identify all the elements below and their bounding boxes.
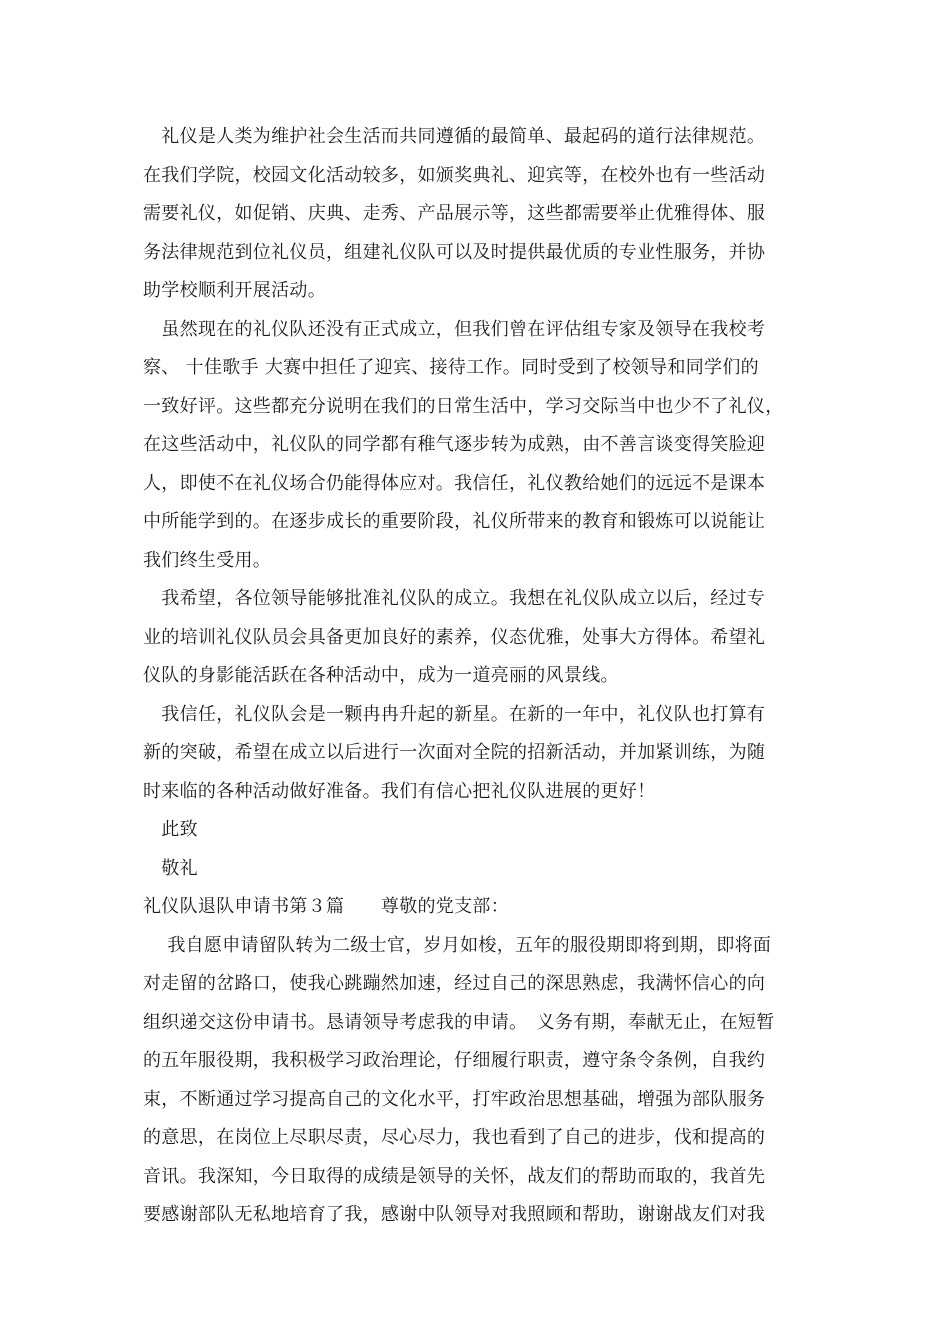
text-line: 时来临的各种活动做好准备。我们有信心把礼仪队进展的更好！ xyxy=(143,780,656,802)
closing-line: 此致 xyxy=(143,819,198,840)
text-line: 束，不断通过学习提高自己的文化水平，打牢政治思想基础，增强为部队服务 xyxy=(143,1088,766,1110)
text-line: 人，即使不在礼仪场合仍能得体应对。我信任，礼仪教给她们的远远不是课本 xyxy=(143,472,766,494)
text-line: 务法律规范到位礼仪员，组建礼仪队可以及时提供最优质的专业性服务，并协 xyxy=(143,241,766,263)
text-line: 的意思，在岗位上尽职尽责，尽心尽力，我也看到了自己的进步，伐和提高的 xyxy=(143,1127,766,1148)
closing-line: 敬礼 xyxy=(143,857,198,879)
text-line: 我自愿申请留队转为二级士官，岁月如梭，五年的服役期即将到期，即将面 xyxy=(143,934,772,956)
document-body xyxy=(143,118,808,1235)
text-line: 业的培训礼仪队员会具备更加良好的素养，仪态优雅，处事大方得体。希望礼 xyxy=(143,626,766,648)
text-line: 的五年服役期，我积极学习政治理论，仔细履行职责，遵守条令条例，自我约 xyxy=(143,1050,766,1071)
text-line: 在我们学院，校园文化活动较多，如颁奖典礼、迎宾等，在校外也有一些活动 xyxy=(143,164,766,186)
text-line: 需要礼仪，如促销、庆典、走秀、产品展示等，这些都需要举止优雅得体、服 xyxy=(143,203,766,224)
text-line: 要感谢部队无私地培育了我，感谢中队领导对我照顾和帮助，谢谢战友们对我 xyxy=(143,1204,766,1225)
text-line: 助学校顺利开展活动。 xyxy=(143,280,326,301)
section-heading: 礼仪队退队申请书第３篇 尊敬的党支部： xyxy=(143,896,509,917)
text-line: 一致好评。这些都充分说明在我们的日常生活中，学习交际当中也少不了礼仪， xyxy=(143,395,784,417)
text-line: 虽然现在的礼仪队还没有正式成立，但我们曾在评估组专家及领导在我校考 xyxy=(143,318,766,340)
text-line: 我信任，礼仪队会是一颗冉冉升起的新星。在新的一年中，礼仪队也打算有 xyxy=(143,703,766,725)
text-line: 中所能学到的。在逐步成长的重要阶段，礼仪所带来的教育和锻炼可以说能让 xyxy=(143,511,766,532)
text-line: 礼仪是人类为维护社会生活而共同遵循的最简单、最起码的道行法律规范。 xyxy=(143,126,766,147)
text-line: 察、 十佳歌手 大赛中担任了迎宾、接待工作。同时受到了校领导和同学们的 xyxy=(143,357,759,378)
text-line: 我们终生受用。 xyxy=(143,549,272,571)
text-line: 组织递交这份申请书。恳请领导考虑我的申请。 义务有期，奉献无止，在短暂 xyxy=(143,1011,775,1033)
text-line: 对走留的岔路口，使我心跳蹦然加速，经过自己的深思熟虑，我满怀信心的向 xyxy=(143,973,766,994)
text-line: 我希望，各位领导能够批准礼仪队的成立。我想在礼仪队成立以后，经过专 xyxy=(143,588,766,609)
text-line: 音讯。我深知，今日取得的成绩是领导的关怀，战友们的帮助而取的，我首先 xyxy=(143,1165,766,1187)
text-line: 新的突破，希望在成立以后进行一次面对全院的招新活动，并加紧训练，为随 xyxy=(143,742,766,763)
text-line: 仪队的身影能活跃在各种活动中，成为一道亮丽的风景线。 xyxy=(143,665,619,686)
text-line: 在这些活动中，礼仪队的同学都有稚气逐步转为成熟，由不善言谈变得笑脸迎 xyxy=(143,434,766,455)
